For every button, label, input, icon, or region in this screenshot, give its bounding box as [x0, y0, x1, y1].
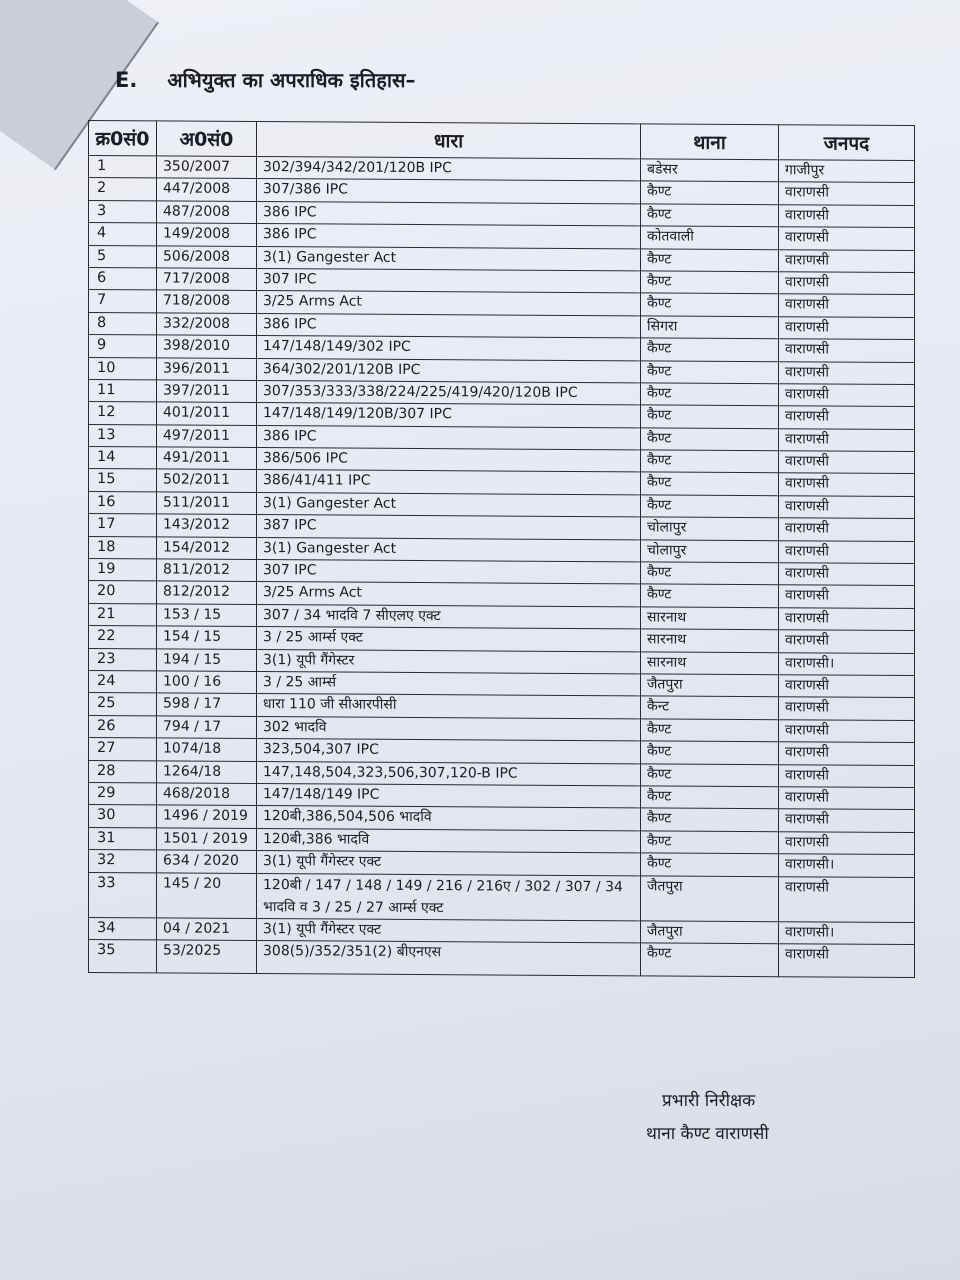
- table-body: [89, 156, 915, 978]
- table-row: [89, 872, 915, 922]
- case-no-cell: 1074/18: [157, 738, 257, 761]
- section-cell: 3 / 25 आर्म्स: [257, 672, 641, 697]
- police-station-cell: जैतपुरा: [641, 674, 779, 697]
- case-no-cell: 154/2012: [157, 537, 257, 560]
- section-cell: धारा 110 जी सीआरपीसी: [257, 694, 641, 719]
- serial-no-cell: 11: [89, 379, 157, 402]
- section-cell: 386/506 IPC: [257, 448, 641, 473]
- case-no-cell: 1501 / 2019: [157, 828, 257, 851]
- serial-no-cell: 35: [89, 939, 157, 972]
- section-letter: E.: [115, 68, 138, 92]
- serial-no-cell: 19: [89, 559, 157, 582]
- district-cell: वाराणसी: [779, 719, 915, 742]
- district-cell: वाराणसी: [779, 608, 915, 631]
- district-cell: वाराणसी: [779, 473, 915, 496]
- case-no-cell: 812/2012: [157, 581, 257, 604]
- section-cell: 386 IPC: [257, 425, 641, 450]
- section-cell: 386 IPC: [257, 201, 641, 226]
- section-cell: 120बी,386 भादवि: [257, 828, 641, 853]
- case-no-cell: 598 / 17: [157, 693, 257, 716]
- header-district: जनपद: [779, 125, 915, 161]
- section-cell: 147,148,504,323,506,307,120-B IPC: [257, 761, 641, 786]
- header-serial-no: क्र0सं0: [89, 121, 157, 156]
- case-no-cell: 154 / 15: [157, 626, 257, 649]
- serial-no-cell: 27: [89, 738, 157, 761]
- district-cell: वाराणसी: [779, 764, 915, 787]
- header-section: धारा: [257, 122, 641, 159]
- signature-designation: प्रभारी निरीक्षक: [662, 1091, 756, 1111]
- section-cell: 307/353/333/338/224/225/419/420/120B IPC: [257, 380, 641, 405]
- district-cell: वाराणसी: [779, 227, 915, 250]
- section-cell: 307 IPC: [257, 560, 641, 585]
- district-cell: वाराणसी: [779, 809, 915, 832]
- section-cell: 120बी,386,504,506 भादवि: [257, 806, 641, 831]
- police-station-cell: चोलापुर: [641, 517, 779, 540]
- section-cell: 3(1) Gangester Act: [257, 492, 641, 517]
- case-no-cell: 506/2008: [157, 245, 257, 268]
- case-no-cell: 53/2025: [157, 940, 257, 974]
- district-cell: वाराणसी: [779, 675, 915, 698]
- district-cell: वाराणसी: [779, 249, 915, 272]
- case-no-cell: 1264/18: [157, 760, 257, 783]
- district-cell: वाराणसी: [779, 742, 915, 765]
- district-cell: वाराणसी।: [779, 921, 915, 944]
- district-cell: वाराणसी।: [779, 652, 915, 675]
- police-station-cell: कैण्ट: [641, 248, 779, 271]
- serial-no-cell: 26: [89, 715, 157, 738]
- section-cell: 307 / 34 भादवि 7 सीएलए एक्ट: [257, 604, 641, 629]
- section-cell: 3/25 Arms Act: [257, 582, 641, 607]
- case-no-cell: 487/2008: [157, 201, 257, 224]
- case-no-cell: 511/2011: [157, 492, 257, 515]
- table-row: [89, 939, 915, 977]
- police-station-cell: कैण्ट: [641, 293, 779, 316]
- case-no-cell: 811/2012: [157, 559, 257, 582]
- section-cell: 307 IPC: [257, 268, 641, 293]
- serial-no-cell: 8: [89, 312, 157, 335]
- serial-no-cell: 21: [89, 603, 157, 626]
- serial-no-cell: 23: [89, 648, 157, 671]
- police-station-cell: बडेसर: [641, 159, 779, 182]
- district-cell: वाराणसी: [779, 876, 915, 922]
- header-case-no: अ0सं0: [157, 121, 257, 157]
- police-station-cell: कैण्ट: [641, 763, 779, 786]
- section-cell: 3(1) Gangester Act: [257, 537, 641, 562]
- district-cell: वाराणसी: [779, 339, 915, 362]
- section-cell: 386 IPC: [257, 224, 641, 249]
- police-station-cell: सारनाथ: [641, 607, 779, 630]
- police-station-cell: कैण्ट: [641, 584, 779, 607]
- police-station-cell: जैतपुरा: [641, 920, 779, 943]
- district-cell: गाजीपुर: [779, 160, 915, 183]
- district-cell: वाराणसी: [779, 361, 915, 384]
- case-no-cell: 100 / 16: [157, 671, 257, 694]
- section-cell: 147/148/149/302 IPC: [257, 336, 641, 361]
- section-cell: 364/302/201/120B IPC: [257, 358, 641, 383]
- district-cell: वाराणसी: [779, 204, 915, 227]
- section-cell: 3(1) Gangester Act: [257, 246, 641, 271]
- case-no-cell: 397/2011: [157, 380, 257, 403]
- police-station-cell: सारनाथ: [641, 629, 779, 652]
- police-station-cell: कैण्ट: [641, 383, 779, 406]
- case-no-cell: 398/2010: [157, 335, 257, 358]
- section-cell: 3/25 Arms Act: [257, 291, 641, 316]
- case-no-cell: 194 / 15: [157, 649, 257, 672]
- case-no-cell: 145 / 20: [157, 872, 257, 918]
- police-station-cell: कैण्ट: [641, 741, 779, 764]
- police-station-cell: कैण्ट: [641, 181, 779, 204]
- section-cell: 307/386 IPC: [257, 179, 641, 204]
- serial-no-cell: 13: [89, 424, 157, 447]
- serial-no-cell: 31: [89, 827, 157, 850]
- serial-no-cell: 18: [89, 536, 157, 559]
- serial-no-cell: 25: [89, 693, 157, 716]
- criminal-history-table: [88, 120, 915, 978]
- serial-no-cell: 17: [89, 514, 157, 537]
- case-no-cell: 502/2011: [157, 469, 257, 492]
- serial-no-cell: 15: [89, 469, 157, 492]
- police-station-cell: कैण्ट: [641, 338, 779, 361]
- case-no-cell: 143/2012: [157, 514, 257, 537]
- case-no-cell: 04 / 2021: [157, 917, 257, 940]
- police-station-cell: कैण्ट: [641, 853, 779, 876]
- police-station-cell: सिगरा: [641, 316, 779, 339]
- police-station-cell: कैण्ट: [641, 562, 779, 585]
- district-cell: वाराणसी: [779, 944, 915, 978]
- police-station-cell: कैण्ट: [641, 831, 779, 854]
- police-station-cell: कैण्ट: [641, 271, 779, 294]
- serial-no-cell: 20: [89, 581, 157, 604]
- signature-office: थाना कैण्ट वाराणसी: [646, 1124, 769, 1144]
- district-cell: वाराणसी: [779, 272, 915, 295]
- section-cell: 386 IPC: [257, 313, 641, 338]
- district-cell: वाराणसी: [779, 384, 915, 407]
- criminal-history-table-wrapper: [88, 120, 914, 978]
- police-station-cell: कैण्ट: [641, 428, 779, 451]
- serial-no-cell: 28: [89, 760, 157, 783]
- serial-no-cell: 14: [89, 447, 157, 470]
- section-cell: 302 भादवि: [257, 716, 641, 741]
- case-no-cell: 447/2008: [157, 178, 257, 201]
- district-cell: वाराणसी: [779, 518, 915, 541]
- district-cell: वाराणसी: [779, 831, 915, 854]
- serial-no-cell: 24: [89, 670, 157, 693]
- case-no-cell: 468/2018: [157, 783, 257, 806]
- police-station-cell: कैण्ट: [641, 943, 779, 977]
- case-no-cell: 634 / 2020: [157, 850, 257, 873]
- serial-no-cell: 3: [89, 200, 157, 223]
- police-station-cell: कैण्ट: [641, 405, 779, 428]
- serial-no-cell: 1: [89, 156, 157, 179]
- case-no-cell: 401/2011: [157, 402, 257, 425]
- section-cell: 147/148/149/120B/307 IPC: [257, 403, 641, 428]
- section-cell: 302/394/342/201/120B IPC: [257, 157, 641, 182]
- case-no-cell: 153 / 15: [157, 604, 257, 627]
- police-station-cell: कैण्ट: [641, 495, 779, 518]
- table-header-row: [89, 121, 915, 161]
- district-cell: वाराणसी: [779, 294, 915, 317]
- police-station-cell: चोलापुर: [641, 540, 779, 563]
- case-no-cell: 149/2008: [157, 223, 257, 246]
- police-station-cell: कैन्ट: [641, 696, 779, 719]
- district-cell: वाराणसी: [779, 496, 915, 519]
- district-cell: वाराणसी: [779, 316, 915, 339]
- police-station-cell: कैण्ट: [641, 719, 779, 742]
- case-no-cell: 396/2011: [157, 357, 257, 380]
- district-cell: वाराणसी: [779, 563, 915, 586]
- police-station-cell: कैण्ट: [641, 808, 779, 831]
- header-police-station: थाना: [641, 124, 779, 160]
- district-cell: वाराणसी: [779, 182, 915, 205]
- police-station-cell: कैण्ट: [641, 786, 779, 809]
- serial-no-cell: 4: [89, 223, 157, 246]
- section-cell: 3(1) यूपी गैंगेस्टर एक्ट: [257, 851, 641, 876]
- district-cell: वाराणसी: [779, 406, 915, 429]
- district-cell: वाराणसी: [779, 540, 915, 563]
- police-station-cell: कैण्ट: [641, 472, 779, 495]
- serial-no-cell: 30: [89, 805, 157, 828]
- section-title: अभियुक्त का अपराधिक इतिहास–: [167, 68, 416, 92]
- serial-no-cell: 33: [89, 872, 157, 917]
- serial-no-cell: 12: [89, 402, 157, 425]
- district-cell: वाराणसी: [779, 630, 915, 653]
- section-cell: 3 / 25 आर्म्स एक्ट: [257, 627, 641, 652]
- police-station-cell: सारनाथ: [641, 651, 779, 674]
- section-cell: 387 IPC: [257, 515, 641, 540]
- district-cell: वाराणसी: [779, 451, 915, 474]
- police-station-cell: कैण्ट: [641, 204, 779, 227]
- case-no-cell: 718/2008: [157, 290, 257, 313]
- serial-no-cell: 5: [89, 245, 157, 268]
- serial-no-cell: 6: [89, 267, 157, 290]
- district-cell: वाराणसी: [779, 585, 915, 608]
- serial-no-cell: 9: [89, 335, 157, 358]
- district-cell: वाराणसी: [779, 787, 915, 810]
- section-cell: 120बी / 147 / 148 / 149 / 216 / 216ए / 302 / 307 / 34 भादवि व 3 / 25 / 27 आर्म्स एक्ट: [257, 873, 641, 920]
- case-no-cell: 1496 / 2019: [157, 805, 257, 828]
- section-cell: 308(5)/352/351(2) बीएनएस: [257, 940, 641, 975]
- case-no-cell: 332/2008: [157, 313, 257, 336]
- serial-no-cell: 10: [89, 357, 157, 380]
- case-no-cell: 717/2008: [157, 268, 257, 291]
- section-cell: 386/41/411 IPC: [257, 470, 641, 495]
- case-no-cell: 350/2007: [157, 156, 257, 179]
- section-heading: [115, 66, 416, 93]
- serial-no-cell: 32: [89, 850, 157, 873]
- district-cell: वाराणसी: [779, 697, 915, 720]
- section-cell: 147/148/149 IPC: [257, 783, 641, 808]
- police-station-cell: जैतपुरा: [641, 875, 779, 921]
- serial-no-cell: 7: [89, 290, 157, 313]
- police-station-cell: कैण्ट: [641, 360, 779, 383]
- section-cell: 323,504,307 IPC: [257, 739, 641, 764]
- serial-no-cell: 22: [89, 626, 157, 649]
- case-no-cell: 497/2011: [157, 425, 257, 448]
- district-cell: वाराणसी: [779, 428, 915, 451]
- signature-block: [646, 1085, 769, 1151]
- serial-no-cell: 16: [89, 491, 157, 514]
- district-cell: वाराणसी।: [779, 854, 915, 877]
- case-no-cell: 491/2011: [157, 447, 257, 470]
- section-cell: 3(1) यूपी गैंगेस्टर: [257, 649, 641, 674]
- serial-no-cell: 34: [89, 917, 157, 940]
- case-no-cell: 794 / 17: [157, 716, 257, 739]
- police-station-cell: कोतवाली: [641, 226, 779, 249]
- police-station-cell: कैण्ट: [641, 450, 779, 473]
- serial-no-cell: 29: [89, 782, 157, 805]
- section-cell: 3(1) यूपी गैंगेस्टर एक्ट: [257, 918, 641, 943]
- serial-no-cell: 2: [89, 178, 157, 201]
